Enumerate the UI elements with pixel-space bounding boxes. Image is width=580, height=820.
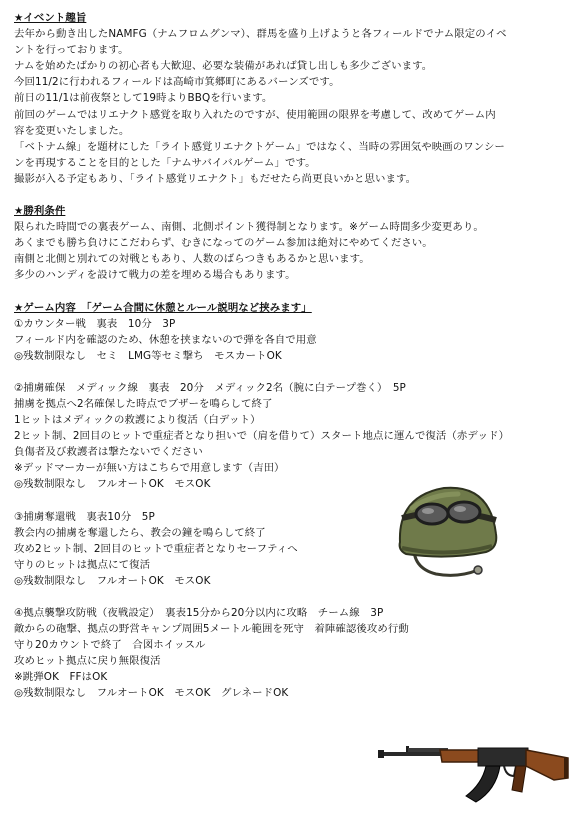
game4-line: ④拠点襲撃攻防戦（夜戦設定） 裏表15分から20分以内に攻略 チーム線 3P <box>14 607 384 619</box>
purpose-line: ントを行っております。 <box>14 44 129 57</box>
purpose-line: 去年から動き出したNAMFG（ナムフロムグンマ）、群馬を盛り上げようと各フィールドでナム限定のイベ <box>14 28 507 41</box>
game4-line: ※跳弾OK FFはOK <box>14 671 108 684</box>
section-heading-event-purpose: ★イベント趣旨 <box>14 12 87 24</box>
game2-line: ◎残数制限なし フルオートOK モスOK <box>14 478 211 491</box>
game2-line: 負傷者及び救護者は撃たないでください <box>14 446 203 459</box>
purpose-line: ナムを始めたばかりの初心者も大歓迎、必要な装備があれば貸し出しも多少ございます。 <box>14 60 433 73</box>
game4-line: 敵からの砲撃、拠点の野営キャンプ周囲5メートル範囲を死守 着陣確認後攻め行動 <box>14 623 409 636</box>
purpose-line: 今回11/2に行われるフィールドは高崎市箕郷町にあるバーンズです。 <box>14 76 340 89</box>
game1-line: ①カウンター戦 裏表 10分 3P <box>14 317 176 330</box>
rifle-illustration <box>378 738 570 814</box>
game2-line: 捕虜を拠点へ2名確保した時点でブザーを鳴らして終了 <box>14 397 273 410</box>
purpose-line: 前日の11/1は前夜祭として19時よりBBQを行います。 <box>14 92 273 105</box>
victory-line: 多少のハンディを設けて戦力の差を埋める場合もあります。 <box>14 269 296 282</box>
victory-line: 南側と北側と別れての対戦ともあり、人数のばらつきもあるかと思います。 <box>14 253 370 266</box>
game1-line: フィールド内を確認のため、休憩を挟まないので弾を各自で用意 <box>14 333 317 346</box>
section-heading-victory-conditions: ★勝利条件 <box>14 205 66 218</box>
game1-line: ◎残数制限なし セミ LMG等セミ撃ち モスカートOK <box>14 349 282 362</box>
victory-line: あくまでも勝ち負けにこだわらず、むきになってのゲーム参加は絶対にやめてください。 <box>14 237 433 250</box>
game3-line: ③捕虜奪還戦 裏表10分 5P <box>14 510 155 523</box>
purpose-line: 前回のゲームではリエナクト感覚を取り入れたのですが、使用範囲の限界を考慮して、改めてゲーム内 <box>14 108 496 121</box>
game4-line: 攻めヒット拠点に戻り無限復活 <box>14 655 161 668</box>
victory-line: 限られた時間での裏表ゲーム、南側、北側ポイント獲得制となります。※ゲーム時間多少変更あり。 <box>14 221 484 234</box>
document-body <box>14 10 570 702</box>
game4-line: ◎残数制限なし フルオートOK モスOK グレネードOK <box>14 687 289 700</box>
purpose-line: ンを再現することを目的とした「ナムサバイバルゲーム」です。 <box>14 156 316 169</box>
game3-line: 教会内の捕虜を奪還したら、教会の鐘を鳴らして終了 <box>14 526 266 539</box>
purpose-line: 「ベトナム線」を題材にした「ライト感覚リエナクトゲーム」ではなく、当時の雰囲気や映画のワンシー <box>14 140 505 153</box>
game4-line: 守り20カウントで終了 合図ホイッスル <box>14 639 206 652</box>
game3-line: ◎残数制限なし フルオートOK モスOK <box>14 574 211 587</box>
helmet-illustration <box>392 478 504 582</box>
game2-line: ②捕虜確保 メディック線 裏表 20分 メディック2名（腕に白テープ巻く） 5P <box>14 381 406 394</box>
game3-line: 攻め2ヒット制、2回目のヒットで重症者となりセーフティへ <box>14 542 298 555</box>
section-heading-game-content: ★ゲーム内容 「ゲーム合間に休憩とルール説明など挟みます」 <box>14 301 312 314</box>
game3-line: 守りのヒットは拠点にて復活 <box>14 558 151 571</box>
game2-line: 2ヒット制、2回目のヒットで重症者となり担いで（肩を借りて）スタート地点に運んで復活（赤デッド） <box>14 430 510 443</box>
purpose-line: 容を変更いたしました。 <box>14 124 130 137</box>
game2-line: 1ヒットはメディックの救護により復活（白デット） <box>14 414 261 427</box>
purpose-line: 撮影が入る予定もあり、「ライト感覚リエナクト」もだせたら尚更良いかと思います。 <box>14 172 417 185</box>
game2-line: ※デッドマーカーが無い方はこちらで用意します（吉田） <box>14 462 285 475</box>
